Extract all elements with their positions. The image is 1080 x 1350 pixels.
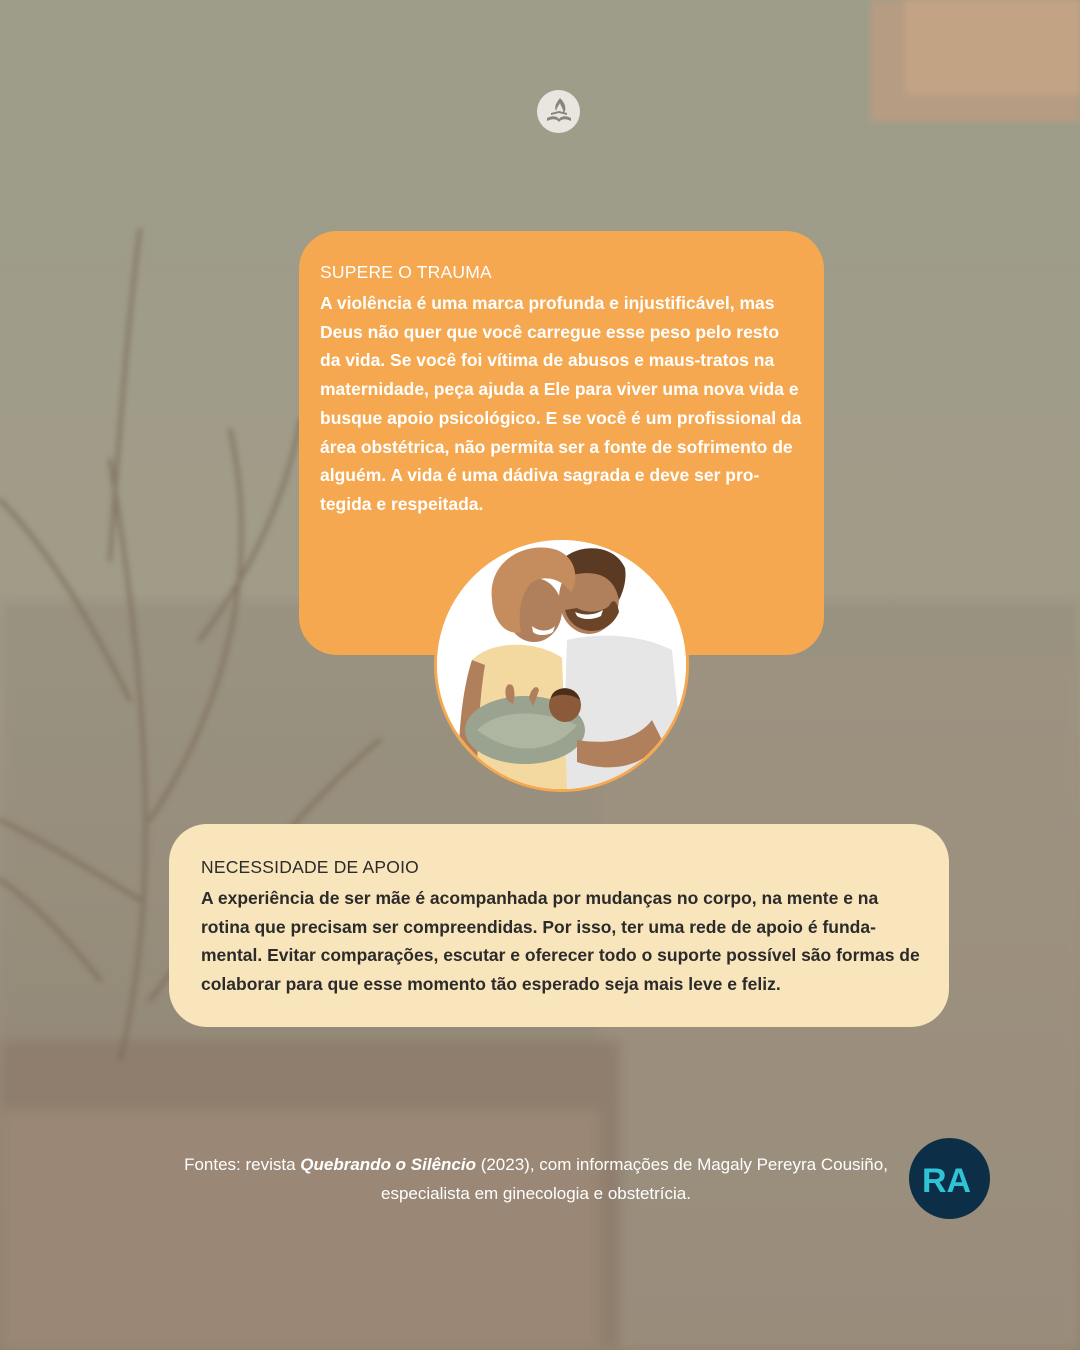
family-parents-baby-icon	[434, 537, 689, 792]
magazine-name: Quebrando o Silêncio	[300, 1155, 476, 1174]
card-body: A experiência de ser mãe é acompanhada por mudanças no corpo, na mente e na rotina que precisam ser compreendidas. Por isso, ter uma rede de apoio é funda-mental. Evitar comparações, escutar e oferecer todo o suporte possível são formas de colaborar para que esse momento tão esperado seja mais leve e feliz.	[201, 888, 920, 995]
card-title: SUPERE O TRAUMA	[320, 262, 492, 282]
ra-brand-logo	[909, 1138, 990, 1219]
sources-suffix: (2023), com informações de Magaly Pereyra Cousiño, especialista em ginecologia e obstetrícia.	[381, 1155, 888, 1203]
sources-prefix: Fontes: revista	[184, 1155, 301, 1174]
card-body: A violência é uma marca profunda e injustificável, mas Deus não quer que você carregue esse peso pelo resto da vida. Se você foi vítima de abusos e maus-tratos na maternidade, peça ajuda a Ele para viver uma nova vida e busque apoio psicológico. E se você é um profissional da área obstétrica, não permita ser a fonte de sofrimento de alguém. A vida é uma dádiva sagrada e deve ser pro-tegida e respeitada.	[320, 293, 802, 514]
ra-logo-text: RA	[921, 1161, 971, 1199]
church-flame-icon	[537, 90, 580, 133]
sources-text	[180, 1150, 892, 1208]
card-title: NECESSIDADE DE APOIO	[201, 857, 419, 877]
card-necessidade-de-apoio	[169, 824, 949, 1027]
